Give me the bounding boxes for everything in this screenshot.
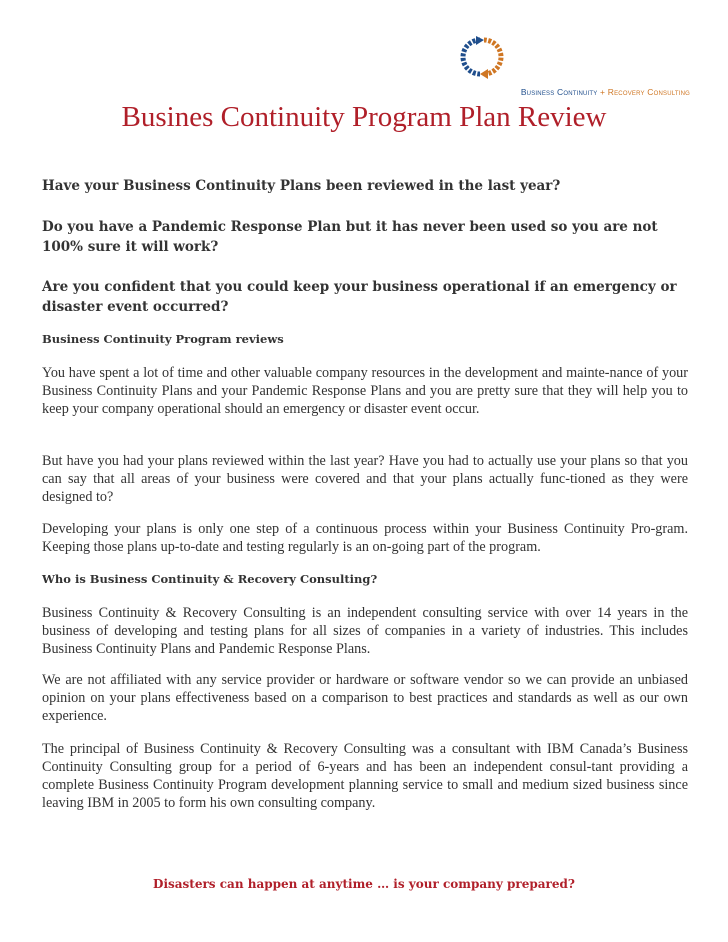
logo-wordmark <box>521 87 690 97</box>
paragraph-reviews-3: Developing your plans is only one step of a continuous process within your Business Continuity Pro-gram. Keeping those plans up-to-date and testing regularly is an on-going part of the program. <box>42 521 688 555</box>
logo-circular-arrows-icon <box>458 34 506 80</box>
logo-text-business-continuity: Business Continuity <box>520 87 598 97</box>
question-1: Have your Business Continuity Plans been reviewed in the last year? <box>42 178 561 194</box>
section-heading-who-is: Who is Business Continuity & Recovery Consulting? <box>42 572 378 586</box>
logo-text-recovery-consulting: Recovery Consulting <box>607 87 690 97</box>
paragraph-who-2: We are not affiliated with any service provider or hardware or software vendor so we can provide an unbiased opinion on your plans effectiveness based on a comparison to best practices and standards as well as our own experience. <box>42 672 688 724</box>
question-2: Do you have a Pandemic Response Plan but it has never been used so you are not 100% sure it will work? <box>42 219 658 255</box>
question-3: Are you confident that you could keep your business operational if an emergency or disaster event occurred? <box>42 279 677 315</box>
page-title: Busines Continuity Program Plan Review <box>121 101 607 133</box>
paragraph-who-3: The principal of Business Continuity & Recovery Consulting was a consultant with IBM Canada’s Business Continuity Consulting group for a period of 6-years and has been an independent consul-tant providing a complete Business Continuity Program development planning service to small and medium sized business since leaving IBM in 2005 to form his own consulting company. <box>42 741 688 811</box>
logo-text-plus: + <box>600 87 606 97</box>
paragraph-reviews-1: You have spent a lot of time and other valuable company resources in the development and mainte-nance of your Business Continuity Plans and your Pandemic Response Plans and you are pretty sure that they will help you to keep your company operational should an emergency or disaster event occur. <box>42 365 688 417</box>
section-heading-program-reviews: Business Continuity Program reviews <box>42 332 284 346</box>
paragraph-reviews-2: But have you had your plans reviewed within the last year? Have you had to actually use your plans so that you can say that all areas of your business were covered and that your plans actually func-tioned as they were designed to? <box>42 453 688 505</box>
company-logo <box>440 34 690 104</box>
paragraph-who-1: Business Continuity & Recovery Consulting is an independent consulting service with over 14 years in the business of developing and testing plans for all sizes of companies in a variety of industries. This includes Business Continuity Plans and Pandemic Response Plans. <box>42 605 688 657</box>
footer-tagline: Disasters can happen at anytime … is your company prepared? <box>153 877 575 891</box>
